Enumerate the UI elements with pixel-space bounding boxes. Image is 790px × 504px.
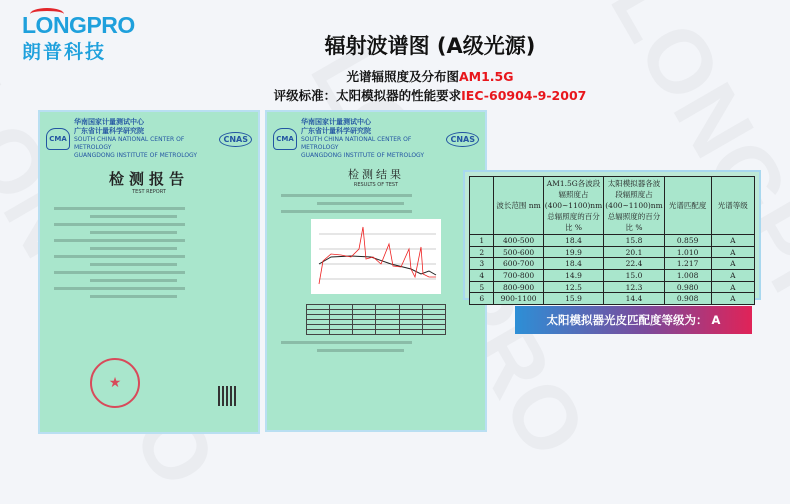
table-cell: 6 (470, 293, 494, 305)
table-cell: 2 (470, 246, 494, 258)
report-title: 检测报告 (108, 170, 189, 188)
table-cell: A (711, 258, 754, 270)
subtitle-standard: 评级标准：太阳模拟器的性能要求IEC-60904-9-2007 (273, 88, 587, 103)
page-title: 辐射波谱图 (A级光源) (324, 34, 536, 58)
longpro-logo: LONGPRO 朗普科技 (22, 12, 132, 64)
table-cell: 15.8 (604, 235, 664, 247)
table-row (470, 281, 755, 293)
table-cell: 19.9 (543, 246, 603, 258)
seal-icon: ★ (90, 358, 140, 408)
table-row (470, 270, 755, 282)
table-row (470, 246, 755, 258)
table-cell: 14.9 (543, 270, 603, 282)
table-cell: 12.5 (543, 281, 603, 293)
table-cell: 15.0 (604, 270, 664, 282)
table-cell: 1.010 (664, 246, 711, 258)
results-title: 检测结果 (348, 168, 404, 181)
table-cell: A (711, 246, 754, 258)
table-cell: 0.859 (664, 235, 711, 247)
table-cell: 18.4 (543, 235, 603, 247)
table-cell: A (711, 281, 754, 293)
table-cell: 20.1 (604, 246, 664, 258)
table-row (470, 235, 755, 247)
spectral-match-table-panel (463, 170, 761, 304)
table-cell: 1 (470, 235, 494, 247)
table-cell: A (711, 270, 754, 282)
spectral-match-table: 波长范围 nm AM1.5G各波段辐照度占(400~1100)nm总辐照度的百分比 % 太阳模拟器各波段辐照度占(400~1100)nm总辐照度的百分比 % 光谱匹配度 光谱等级 1 400-500 18.4 15.8 0.859 A 2 500-600 19.9 20.1 1.010 A 3 600-700 18.4 22.4 1.217 A 4 700-800 14.9 15.0 1.008 A 5 800-900 12.5 12.3 0.980 A 6 900-1100 15.9 14.4 0.908 A (469, 176, 755, 305)
spectrum-chart-image (311, 219, 441, 294)
table-cell: 15.9 (543, 293, 603, 305)
qr-code (218, 386, 238, 406)
table-cell: 4 (470, 270, 494, 282)
table-cell: A (711, 235, 754, 247)
test-report-document: CMA 华南国家计量测试中心 广东省计量科学研究院 SOUTH CHINA NATIONAL CENTER OF METROLOGY GUANGDONG INSTITUTE OF METROLOGY CNAS 检测报告 TEST REPORT ★ (38, 110, 260, 434)
table-cell: 900-1100 (494, 293, 543, 305)
table-cell: A (711, 293, 754, 305)
table-cell: 12.3 (604, 281, 664, 293)
table-cell: 600-700 (494, 258, 543, 270)
table-cell: 1.217 (664, 258, 711, 270)
table-cell: 3 (470, 258, 494, 270)
table-cell: 800-900 (494, 281, 543, 293)
table-cell: 700-800 (494, 270, 543, 282)
subtitle-spectrum: 光谱辐照度及分布图AM1.5G (346, 69, 514, 84)
test-results-document: CMA 华南国家计量测试中心 广东省计量科学研究院 SOUTH CHINA NATIONAL CENTER OF METROLOGY GUANGDONG INSTITUTE OF METROLOGY CNAS 检测结果 RESULTS OF TEST (265, 110, 487, 432)
table-cell: 0.980 (664, 281, 711, 293)
table-row (470, 258, 755, 270)
cma-logo: CMA (46, 128, 70, 150)
table-cell: 1.008 (664, 270, 711, 282)
table-cell: 18.4 (543, 258, 603, 270)
table-cell: 400-500 (494, 235, 543, 247)
table-cell: 5 (470, 281, 494, 293)
table-row (470, 293, 755, 305)
grade-banner: 太阳模拟器光皮匹配度等级为： A (515, 306, 752, 334)
table-cell: 22.4 (604, 258, 664, 270)
table-cell: 0.908 (664, 293, 711, 305)
table-cell: 14.4 (604, 293, 664, 305)
cnas-logo: CNAS (219, 132, 252, 147)
table-cell: 500-600 (494, 246, 543, 258)
